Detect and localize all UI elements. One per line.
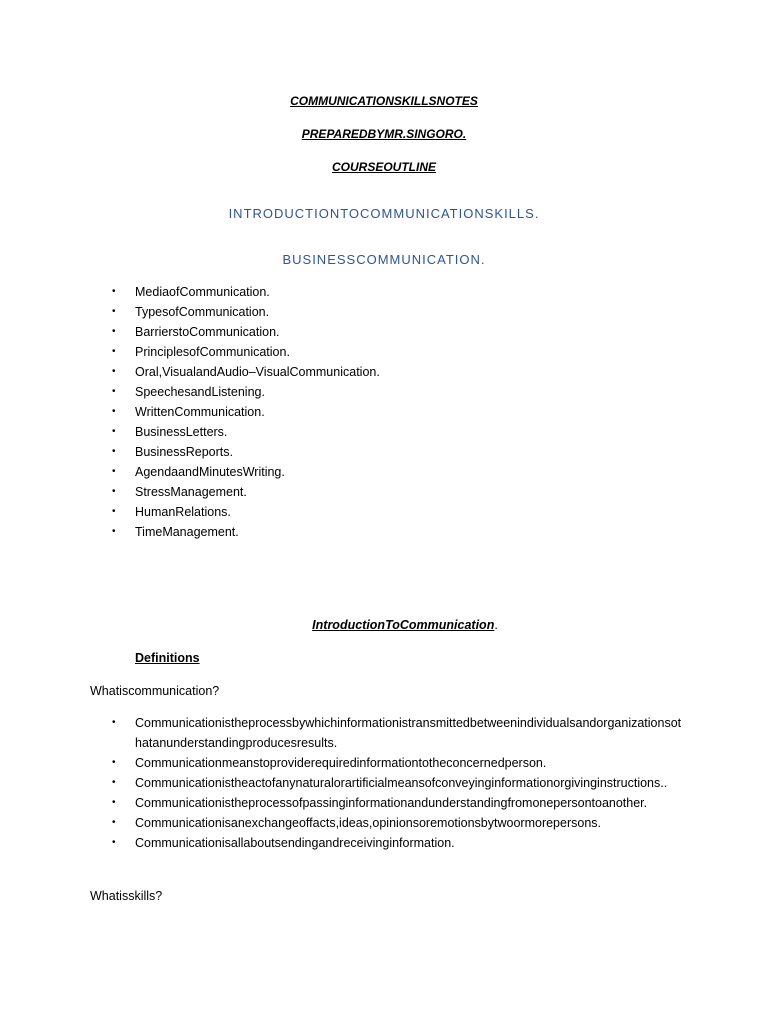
list-item: • SpeechesandListening.	[112, 385, 265, 399]
course-outline-list	[108, 282, 380, 542]
definitions-heading: Definitions	[135, 651, 200, 665]
document-title: COMMUNICATIONSKILLSNOTES	[290, 94, 478, 108]
list-item: • MediaofCommunication.	[112, 285, 270, 299]
question-what-is-skills: Whatisskills?	[90, 889, 163, 903]
list-item: • Communicationisanexchangeoffacts,ideas,opinionsoremotionsbytwoormorepersons.	[112, 816, 601, 830]
list-item: • Oral,VisualandAudio–VisualCommunication.	[112, 365, 380, 379]
list-item: • Communicationisallaboutsendingandreceivinginformation.	[112, 836, 455, 850]
list-item: • Communicationistheprocessofpassinginformationandunderstandingfromonepersontoanother.	[112, 796, 648, 810]
list-item: • WrittenCommunication.	[112, 405, 265, 419]
list-item: • HumanRelations.	[112, 505, 231, 519]
list-item: • PrinciplesofCommunication.	[112, 345, 290, 359]
list-item: • Communicationistheactofanynaturalorartificialmeansofconveyinginformationorgivinginstructions..	[112, 776, 668, 790]
list-item: • TimeManagement.	[112, 525, 239, 539]
section-title-text: IntroductionToCommunication	[312, 618, 495, 632]
list-item: • BarrierstoCommunication.	[112, 325, 280, 339]
list-item: • BusinessLetters.	[112, 425, 228, 439]
question-what-is-communication: Whatiscommunication?	[90, 684, 220, 698]
course-outline-title: COURSEOUTLINE	[331, 160, 436, 174]
list-item: • StressManagement.	[112, 485, 247, 499]
list-item: • TypesofCommunication.	[112, 305, 270, 319]
list-item: • Communicationmeanstoproviderequiredinformationtotheconcernedperson.	[112, 756, 547, 770]
list-item: • Communicationistheprocessbywhichinformationistransmittedbetweenindividualsandorganizationsothatanunderstandingproducesresults.	[112, 716, 682, 750]
prepared-by: PREPAREDBYMR.SINGORO.	[301, 127, 467, 141]
business-heading: BUSINESSCOMMUNICATION.	[282, 252, 486, 267]
section-title-suffix: .	[494, 618, 498, 632]
list-item: • AgendaandMinutesWriting.	[112, 465, 285, 479]
definitions-list	[108, 713, 688, 853]
list-item: • BusinessReports.	[112, 445, 233, 459]
intro-heading: INTRODUCTIONTOCOMMUNICATIONSKILLS.	[228, 206, 540, 221]
section-title	[0, 618, 768, 632]
